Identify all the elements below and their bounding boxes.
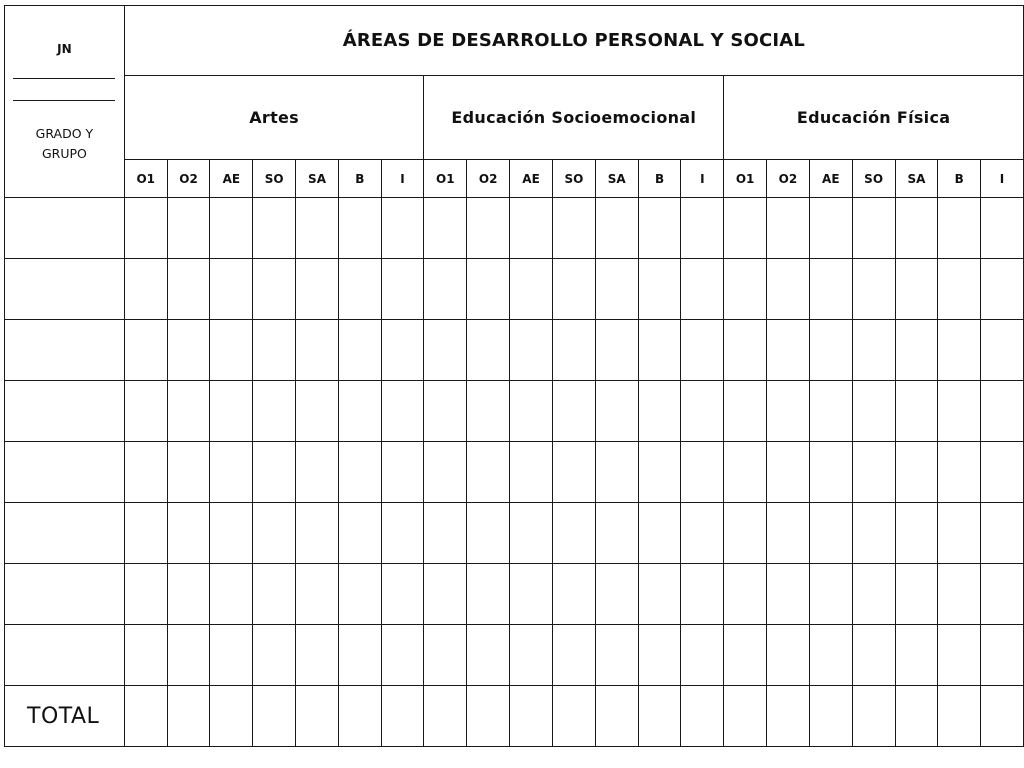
grid-cell[interactable]: [724, 442, 767, 503]
grid-cell[interactable]: [338, 259, 381, 320]
grid-cell[interactable]: [253, 320, 296, 381]
grid-cell[interactable]: [724, 381, 767, 442]
grid-cell[interactable]: [895, 198, 938, 259]
grid-cell[interactable]: [595, 625, 638, 686]
grado-grupo-label: GRADO Y GRUPO: [35, 126, 94, 161]
total-cell[interactable]: [467, 686, 510, 747]
grid-cell[interactable]: [595, 503, 638, 564]
column-code: O2: [467, 160, 510, 198]
grid-cell[interactable]: [253, 564, 296, 625]
grid-cell[interactable]: [767, 198, 810, 259]
grid-cell[interactable]: [510, 320, 553, 381]
grid-cell[interactable]: [981, 198, 1024, 259]
grid-cell[interactable]: [852, 381, 895, 442]
main-title: ÁREAS DE DESARROLLO PERSONAL Y SOCIAL: [124, 6, 1023, 76]
area-header: Artes: [124, 76, 424, 160]
table-row: [5, 320, 1024, 381]
grid-cell[interactable]: [809, 503, 852, 564]
total-cell[interactable]: [381, 686, 424, 747]
grid-cell[interactable]: [681, 442, 724, 503]
grid-cell[interactable]: [210, 381, 253, 442]
grid-cell[interactable]: [852, 198, 895, 259]
grid-cell[interactable]: [809, 320, 852, 381]
grid-cell[interactable]: [595, 381, 638, 442]
grid-cell[interactable]: [510, 259, 553, 320]
grid-cell[interactable]: [638, 381, 681, 442]
row-label-cell[interactable]: [5, 259, 125, 320]
grid-cell[interactable]: [809, 442, 852, 503]
grid-cell[interactable]: [552, 320, 595, 381]
grid-cell[interactable]: [809, 381, 852, 442]
grid-cell[interactable]: [681, 564, 724, 625]
grid-cell[interactable]: [767, 442, 810, 503]
grid-cell[interactable]: [167, 564, 210, 625]
grid-cell[interactable]: [381, 259, 424, 320]
total-cell[interactable]: [724, 686, 767, 747]
grid-cell[interactable]: [681, 381, 724, 442]
grid-cell[interactable]: [809, 198, 852, 259]
grid-cell[interactable]: [681, 503, 724, 564]
grid-cell[interactable]: [981, 503, 1024, 564]
grid-cell[interactable]: [296, 564, 339, 625]
column-code: O1: [724, 160, 767, 198]
grid-cell[interactable]: [124, 320, 167, 381]
column-code: O1: [124, 160, 167, 198]
grid-cell[interactable]: [552, 442, 595, 503]
grid-cell[interactable]: [510, 442, 553, 503]
row-label-cell[interactable]: [5, 503, 125, 564]
grid-cell[interactable]: [167, 442, 210, 503]
grid-cell[interactable]: [510, 198, 553, 259]
grid-cell[interactable]: [809, 625, 852, 686]
grid-cell[interactable]: [638, 198, 681, 259]
table-row: [5, 259, 1024, 320]
grid-cell[interactable]: [253, 381, 296, 442]
grid-cell[interactable]: [210, 320, 253, 381]
grid-cell[interactable]: [338, 564, 381, 625]
grid-cell[interactable]: [981, 625, 1024, 686]
grid-cell[interactable]: [809, 259, 852, 320]
grid-cell[interactable]: [338, 320, 381, 381]
grid-cell[interactable]: [510, 564, 553, 625]
grid-cell[interactable]: [938, 564, 981, 625]
grid-cell[interactable]: [210, 564, 253, 625]
grid-cell[interactable]: [895, 442, 938, 503]
grid-cell[interactable]: [981, 320, 1024, 381]
grid-cell[interactable]: [552, 503, 595, 564]
grid-cell[interactable]: [981, 259, 1024, 320]
column-code: B: [938, 160, 981, 198]
grid-cell[interactable]: [253, 442, 296, 503]
grid-cell[interactable]: [424, 320, 467, 381]
column-code: O2: [167, 160, 210, 198]
table-row: [5, 442, 1024, 503]
grado-line: [13, 100, 115, 101]
column-code: B: [338, 160, 381, 198]
total-cell[interactable]: [938, 686, 981, 747]
grid-cell[interactable]: [124, 503, 167, 564]
grid-cell[interactable]: [338, 503, 381, 564]
grid-cell[interactable]: [638, 259, 681, 320]
grid-cell[interactable]: [296, 259, 339, 320]
total-cell[interactable]: [424, 686, 467, 747]
grid-cell[interactable]: [552, 259, 595, 320]
grid-cell[interactable]: [424, 381, 467, 442]
total-cell[interactable]: [981, 686, 1024, 747]
grid-cell[interactable]: [681, 320, 724, 381]
grid-cell[interactable]: [296, 442, 339, 503]
grid-cell[interactable]: [381, 503, 424, 564]
grid-cell[interactable]: [895, 381, 938, 442]
grid-cell[interactable]: [424, 259, 467, 320]
grid-cell[interactable]: [938, 625, 981, 686]
grid-cell[interactable]: [467, 442, 510, 503]
row-label-cell[interactable]: [5, 442, 125, 503]
grid-cell[interactable]: [338, 625, 381, 686]
table-row: [5, 198, 1024, 259]
grid-cell[interactable]: [595, 259, 638, 320]
grid-cell[interactable]: [124, 442, 167, 503]
total-cell[interactable]: [681, 686, 724, 747]
grid-cell[interactable]: [210, 625, 253, 686]
grid-cell[interactable]: [638, 564, 681, 625]
grid-cell[interactable]: [424, 198, 467, 259]
column-code: SO: [552, 160, 595, 198]
column-code: AE: [809, 160, 852, 198]
column-code: SA: [595, 160, 638, 198]
grid-cell[interactable]: [981, 564, 1024, 625]
grid-cell[interactable]: [767, 381, 810, 442]
grid-cell[interactable]: [938, 198, 981, 259]
grid-cell[interactable]: [724, 259, 767, 320]
grid-cell[interactable]: [595, 198, 638, 259]
grid-cell[interactable]: [424, 625, 467, 686]
grid-cell[interactable]: [296, 625, 339, 686]
title-row: [5, 6, 1024, 76]
grid-cell[interactable]: [167, 625, 210, 686]
total-label: TOTAL: [5, 686, 125, 747]
grid-cell[interactable]: [510, 503, 553, 564]
grid-cell[interactable]: [767, 625, 810, 686]
grid-cell[interactable]: [167, 381, 210, 442]
grid-cell[interactable]: [638, 625, 681, 686]
grid-cell[interactable]: [210, 503, 253, 564]
grid-cell[interactable]: [552, 564, 595, 625]
grid-cell[interactable]: [510, 625, 553, 686]
grid-cell[interactable]: [253, 503, 296, 564]
row-label-cell[interactable]: [5, 198, 125, 259]
row-label-cell[interactable]: [5, 564, 125, 625]
total-cell[interactable]: [767, 686, 810, 747]
total-cell[interactable]: [167, 686, 210, 747]
grid-cell[interactable]: [767, 564, 810, 625]
grid-cell[interactable]: [381, 320, 424, 381]
grid-cell[interactable]: [510, 381, 553, 442]
grid-cell[interactable]: [981, 381, 1024, 442]
grid-cell[interactable]: [210, 259, 253, 320]
grid-cell[interactable]: [467, 381, 510, 442]
grid-cell[interactable]: [638, 320, 681, 381]
grid-cell[interactable]: [938, 381, 981, 442]
grid-cell[interactable]: [852, 442, 895, 503]
grid-cell[interactable]: [552, 198, 595, 259]
grid-cell[interactable]: [296, 503, 339, 564]
total-cell[interactable]: [210, 686, 253, 747]
grid-cell[interactable]: [467, 503, 510, 564]
grid-cell[interactable]: [852, 320, 895, 381]
table-row: [5, 564, 1024, 625]
row-label-cell[interactable]: [5, 320, 125, 381]
table-row: [5, 625, 1024, 686]
jn-label: JN: [57, 42, 72, 56]
column-code: I: [681, 160, 724, 198]
column-code: O1: [424, 160, 467, 198]
grid-cell[interactable]: [424, 442, 467, 503]
grid-cell[interactable]: [467, 259, 510, 320]
grid-cell[interactable]: [895, 259, 938, 320]
grid-cell[interactable]: [895, 625, 938, 686]
area-header: Educación Socioemocional: [424, 76, 724, 160]
grid-cell[interactable]: [981, 442, 1024, 503]
grid-cell[interactable]: [381, 198, 424, 259]
corner-cell: [5, 6, 125, 198]
total-cell[interactable]: [296, 686, 339, 747]
grid-cell[interactable]: [724, 320, 767, 381]
grid-cell[interactable]: [681, 198, 724, 259]
jn-line: [13, 78, 115, 79]
grid-cell[interactable]: [552, 625, 595, 686]
grid-cell[interactable]: [253, 198, 296, 259]
area-header: Educación Física: [724, 76, 1024, 160]
total-cell[interactable]: [124, 686, 167, 747]
table-row: [5, 503, 1024, 564]
grid-cell[interactable]: [724, 503, 767, 564]
grid-cell[interactable]: [296, 198, 339, 259]
column-code: I: [981, 160, 1024, 198]
grid-cell[interactable]: [895, 320, 938, 381]
grid-cell[interactable]: [595, 564, 638, 625]
grid-cell[interactable]: [124, 625, 167, 686]
grid-cell[interactable]: [381, 381, 424, 442]
grid-cell[interactable]: [381, 564, 424, 625]
grid-cell[interactable]: [381, 442, 424, 503]
grid-cell[interactable]: [467, 198, 510, 259]
grid-cell[interactable]: [467, 625, 510, 686]
total-row: [5, 686, 1024, 747]
column-code: SO: [852, 160, 895, 198]
total-cell[interactable]: [253, 686, 296, 747]
grid-cell[interactable]: [338, 381, 381, 442]
grid-cell[interactable]: [338, 442, 381, 503]
grid-cell[interactable]: [124, 259, 167, 320]
grid-cell[interactable]: [467, 320, 510, 381]
grid-cell[interactable]: [681, 625, 724, 686]
grid-cell[interactable]: [767, 320, 810, 381]
grid-cell[interactable]: [424, 564, 467, 625]
grid-cell[interactable]: [124, 198, 167, 259]
column-code: AE: [510, 160, 553, 198]
grid-cell[interactable]: [681, 259, 724, 320]
total-cell[interactable]: [895, 686, 938, 747]
grid-cell[interactable]: [595, 320, 638, 381]
grid-cell[interactable]: [638, 442, 681, 503]
grid-cell[interactable]: [381, 625, 424, 686]
grid-cell[interactable]: [938, 259, 981, 320]
grid-cell[interactable]: [809, 564, 852, 625]
grid-cell[interactable]: [895, 503, 938, 564]
grid-cell[interactable]: [296, 320, 339, 381]
column-code: SO: [253, 160, 296, 198]
total-cell[interactable]: [552, 686, 595, 747]
area-row: [5, 76, 1024, 160]
grid-cell[interactable]: [638, 503, 681, 564]
grid-cell[interactable]: [210, 198, 253, 259]
grid-cell[interactable]: [167, 259, 210, 320]
grid-cell[interactable]: [938, 320, 981, 381]
grid-cell[interactable]: [852, 564, 895, 625]
grid-cell[interactable]: [338, 198, 381, 259]
total-cell[interactable]: [852, 686, 895, 747]
evaluation-grid: [4, 5, 1024, 747]
grid-cell[interactable]: [595, 442, 638, 503]
grid-cell[interactable]: [296, 381, 339, 442]
grid-cell[interactable]: [552, 381, 595, 442]
grid-cell[interactable]: [167, 503, 210, 564]
grid-cell[interactable]: [938, 503, 981, 564]
grid-cell[interactable]: [852, 625, 895, 686]
total-cell[interactable]: [510, 686, 553, 747]
grid-cell[interactable]: [253, 259, 296, 320]
total-cell[interactable]: [809, 686, 852, 747]
grid-cell[interactable]: [210, 442, 253, 503]
column-code: AE: [210, 160, 253, 198]
grid-cell[interactable]: [767, 503, 810, 564]
column-code: SA: [296, 160, 339, 198]
grid-cell[interactable]: [167, 198, 210, 259]
grid-cell[interactable]: [724, 625, 767, 686]
code-row: [5, 160, 1024, 198]
total-cell[interactable]: [638, 686, 681, 747]
table-row: [5, 381, 1024, 442]
grid-cell[interactable]: [467, 564, 510, 625]
grid-cell[interactable]: [253, 625, 296, 686]
total-cell[interactable]: [595, 686, 638, 747]
grid-cell[interactable]: [124, 564, 167, 625]
grid-cell[interactable]: [424, 503, 467, 564]
row-label-cell[interactable]: [5, 381, 125, 442]
column-code: I: [381, 160, 424, 198]
grid-cell[interactable]: [767, 259, 810, 320]
column-code: B: [638, 160, 681, 198]
grid-cell[interactable]: [895, 564, 938, 625]
column-code: O2: [767, 160, 810, 198]
grid-cell[interactable]: [724, 198, 767, 259]
column-code: SA: [895, 160, 938, 198]
grid-cell[interactable]: [852, 259, 895, 320]
grid-cell[interactable]: [124, 381, 167, 442]
grid-cell[interactable]: [938, 442, 981, 503]
total-cell[interactable]: [338, 686, 381, 747]
row-label-cell[interactable]: [5, 625, 125, 686]
grid-cell[interactable]: [167, 320, 210, 381]
grid-cell[interactable]: [724, 564, 767, 625]
grid-cell[interactable]: [852, 503, 895, 564]
